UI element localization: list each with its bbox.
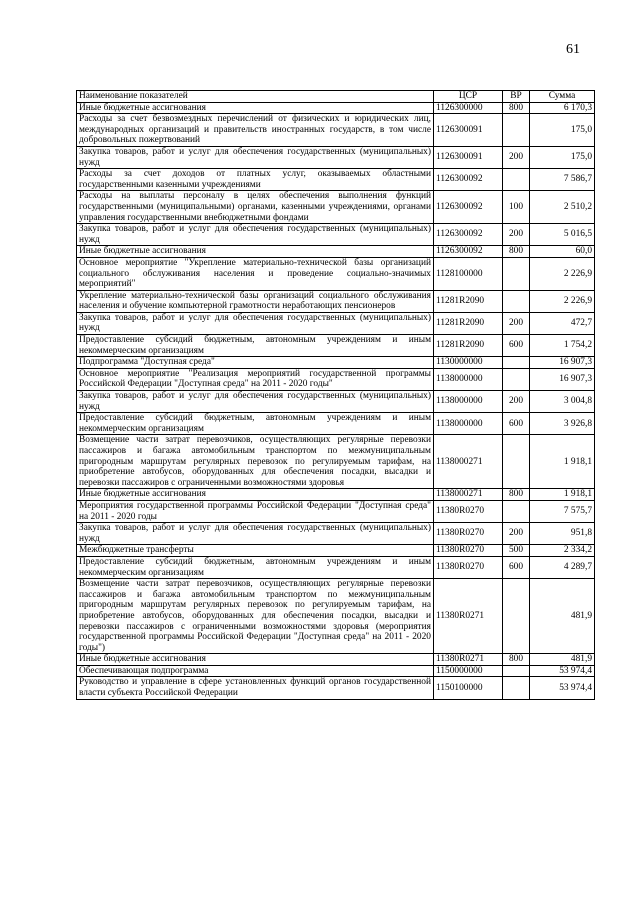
row-sum: 1 754,2 bbox=[530, 335, 595, 357]
table-row bbox=[77, 665, 595, 677]
row-vr bbox=[503, 357, 530, 369]
row-sum: 3 926,8 bbox=[530, 413, 595, 435]
table-body bbox=[77, 102, 595, 699]
table-row bbox=[77, 435, 595, 489]
row-sum: 16 907,3 bbox=[530, 357, 595, 369]
table-row bbox=[77, 290, 595, 312]
row-csr: 1138000271 bbox=[434, 435, 503, 489]
row-csr: 11380R0270 bbox=[434, 523, 503, 545]
row-sum: 481,9 bbox=[530, 654, 595, 666]
row-vr: 100 bbox=[503, 191, 530, 224]
row-name: Закупка товаров, работ и услуг для обеспечения государственных (муниципальных) нужд bbox=[77, 523, 434, 545]
table-row bbox=[77, 523, 595, 545]
row-vr: 600 bbox=[503, 556, 530, 578]
row-csr: 1138000000 bbox=[434, 368, 503, 390]
row-sum: 951,8 bbox=[530, 523, 595, 545]
table-row bbox=[77, 556, 595, 578]
row-sum: 2 510,2 bbox=[530, 191, 595, 224]
row-name: Основное мероприятие "Реализация мероприятий государственной программы Российской Федерации "Доступная среда" на 2011 - 2020 годы" bbox=[77, 368, 434, 390]
table-row bbox=[77, 357, 595, 369]
row-vr bbox=[503, 114, 530, 147]
row-name: Укрепление материально-технической базы организаций социального обслуживания населения и обучение компьютерной грамотности неработающих пенсионеров bbox=[77, 290, 434, 312]
row-name: Иные бюджетные ассигнования bbox=[77, 246, 434, 258]
row-name: Закупка товаров, работ и услуг для обеспечения государственных (муниципальных) нужд bbox=[77, 312, 434, 334]
row-sum: 1 918,1 bbox=[530, 489, 595, 501]
header-sum: Сумма bbox=[530, 91, 595, 103]
row-name: Предоставление субсидий бюджетным, автономным учреждениям и иным некоммерческим организациям bbox=[77, 556, 434, 578]
table-row bbox=[77, 169, 595, 191]
table-row bbox=[77, 114, 595, 147]
row-name: Иные бюджетные ассигнования bbox=[77, 489, 434, 501]
header-csr: ЦСР bbox=[434, 91, 503, 103]
row-name: Иные бюджетные ассигнования bbox=[77, 654, 434, 666]
row-csr: 11380R0270 bbox=[434, 545, 503, 557]
row-csr: 1128100000 bbox=[434, 257, 503, 290]
row-vr bbox=[503, 579, 530, 654]
row-sum: 7 575,7 bbox=[530, 500, 595, 522]
row-vr bbox=[503, 665, 530, 677]
row-vr: 200 bbox=[503, 224, 530, 246]
table-row bbox=[77, 391, 595, 413]
row-sum: 175,0 bbox=[530, 146, 595, 168]
row-vr: 600 bbox=[503, 335, 530, 357]
header-vr: ВР bbox=[503, 91, 530, 103]
row-name: Основное мероприятие "Укрепление материально-технической базы организаций социального обслуживания населения и проведение социально-значимых мероприятий" bbox=[77, 257, 434, 290]
table-row bbox=[77, 102, 595, 114]
row-vr bbox=[503, 500, 530, 522]
row-name: Закупка товаров, работ и услуг для обеспечения государственных (муниципальных) нужд bbox=[77, 224, 434, 246]
row-vr bbox=[503, 169, 530, 191]
row-csr: 11281R2090 bbox=[434, 312, 503, 334]
row-csr: 1126300091 bbox=[434, 114, 503, 147]
row-sum: 472,7 bbox=[530, 312, 595, 334]
table-row bbox=[77, 224, 595, 246]
table-row bbox=[77, 368, 595, 390]
row-sum: 16 907,3 bbox=[530, 368, 595, 390]
row-sum: 4 289,7 bbox=[530, 556, 595, 578]
row-sum: 2 334,2 bbox=[530, 545, 595, 557]
table-row bbox=[77, 246, 595, 258]
row-sum: 481,9 bbox=[530, 579, 595, 654]
row-sum: 6 170,3 bbox=[530, 102, 595, 114]
row-sum: 2 226,9 bbox=[530, 257, 595, 290]
row-csr: 11380R0270 bbox=[434, 500, 503, 522]
row-name: Закупка товаров, работ и услуг для обеспечения государственных (муниципальных) нужд bbox=[77, 146, 434, 168]
row-name: Расходы на выплаты персоналу в целях обеспечения выполнения функций государственными (муниципальными) органами, казенными учреждениями, органами управления государственными внебюджетными фондами bbox=[77, 191, 434, 224]
row-sum: 5 016,5 bbox=[530, 224, 595, 246]
table-row bbox=[77, 413, 595, 435]
row-vr: 200 bbox=[503, 312, 530, 334]
row-vr: 800 bbox=[503, 654, 530, 666]
row-csr: 11380R0270 bbox=[434, 556, 503, 578]
row-csr: 1138000271 bbox=[434, 489, 503, 501]
row-vr bbox=[503, 257, 530, 290]
row-csr: 11281R2090 bbox=[434, 335, 503, 357]
row-vr: 500 bbox=[503, 545, 530, 557]
table-row bbox=[77, 579, 595, 654]
row-vr: 800 bbox=[503, 489, 530, 501]
row-sum: 53 974,4 bbox=[530, 665, 595, 677]
table-row bbox=[77, 335, 595, 357]
row-csr: 11380R0271 bbox=[434, 579, 503, 654]
table-row bbox=[77, 489, 595, 501]
row-vr bbox=[503, 290, 530, 312]
row-csr: 1126300092 bbox=[434, 246, 503, 258]
table-row bbox=[77, 500, 595, 522]
table-row bbox=[77, 312, 595, 334]
row-name: Расходы за счет безвозмездных перечислений от физических и юридических лиц, международных организаций и правительств иностранных государств, в том числе добровольных пожертвований bbox=[77, 114, 434, 147]
row-vr bbox=[503, 368, 530, 390]
row-name: Закупка товаров, работ и услуг для обеспечения государственных (муниципальных) нужд bbox=[77, 391, 434, 413]
row-sum: 60,0 bbox=[530, 246, 595, 258]
row-name: Иные бюджетные ассигнования bbox=[77, 102, 434, 114]
row-sum: 7 586,7 bbox=[530, 169, 595, 191]
row-csr: 1150100000 bbox=[434, 677, 503, 699]
row-csr: 1126300092 bbox=[434, 191, 503, 224]
table-row bbox=[77, 654, 595, 666]
row-vr: 200 bbox=[503, 391, 530, 413]
table-row bbox=[77, 545, 595, 557]
row-sum: 175,0 bbox=[530, 114, 595, 147]
row-vr bbox=[503, 435, 530, 489]
header-name: Наименование показателей bbox=[77, 91, 434, 103]
row-name: Возмещение части затрат перевозчиков, осуществляющих регулярные перевозки пассажиров и багажа автомобильным транспортом по межмуниципальным пригородным маршрутам регулярных перевозок по регулируемым тарифам, на приобретение автобусов, оборудованных для обеспечения посадки, высадки и перевозки пассажиров с ограниченными возможностями здоровья (мероприятия государственной программы Российской Федерации "Доступная среда" на 2011 - 2020 годы") bbox=[77, 579, 434, 654]
row-csr: 1126300092 bbox=[434, 224, 503, 246]
row-vr bbox=[503, 677, 530, 699]
row-csr: 1126300000 bbox=[434, 102, 503, 114]
table-row bbox=[77, 146, 595, 168]
row-name: Предоставление субсидий бюджетным, автономным учреждениям и иным некоммерческим организациям bbox=[77, 413, 434, 435]
row-csr: 1138000000 bbox=[434, 391, 503, 413]
row-csr: 1150000000 bbox=[434, 665, 503, 677]
row-vr: 800 bbox=[503, 102, 530, 114]
row-name: Подпрограмма "Доступная среда" bbox=[77, 357, 434, 369]
row-name: Мероприятия государственной программы Российской Федерации "Доступная среда" на 2011 - 2020 годы bbox=[77, 500, 434, 522]
row-csr: 1130000000 bbox=[434, 357, 503, 369]
row-name: Межбюджетные трансферты bbox=[77, 545, 434, 557]
row-sum: 2 226,9 bbox=[530, 290, 595, 312]
row-vr: 600 bbox=[503, 413, 530, 435]
row-vr: 200 bbox=[503, 523, 530, 545]
row-name: Руководство и управление в сфере установленных функций органов государственной власти субъекта Российской Федерации bbox=[77, 677, 434, 699]
row-sum: 3 004,8 bbox=[530, 391, 595, 413]
page-number: 61 bbox=[566, 42, 580, 57]
row-csr: 1138000000 bbox=[434, 413, 503, 435]
row-sum: 53 974,4 bbox=[530, 677, 595, 699]
row-vr: 200 bbox=[503, 146, 530, 168]
table-row bbox=[77, 191, 595, 224]
row-csr: 1126300092 bbox=[434, 169, 503, 191]
row-vr: 800 bbox=[503, 246, 530, 258]
table-row bbox=[77, 257, 595, 290]
row-name: Возмещение части затрат перевозчиков, осуществляющих регулярные перевозки пассажиров и багажа автомобильным транспортом по межмуниципальным пригородным маршрутам регулярных перевозок по регулируемым тарифам, на приобретение автобусов, оборудованных для обеспечения посадки, высадки и перевозки пассажиров с ограниченными возможностями здоровья bbox=[77, 435, 434, 489]
table-row bbox=[77, 677, 595, 699]
budget-table bbox=[76, 90, 595, 700]
row-csr: 11281R2090 bbox=[434, 290, 503, 312]
row-name: Предоставление субсидий бюджетным, автономным учреждениям и иным некоммерческим организациям bbox=[77, 335, 434, 357]
table-header-row bbox=[77, 91, 595, 103]
row-csr: 11380R0271 bbox=[434, 654, 503, 666]
row-name: Расходы за счет доходов от платных услуг, оказываемых областными государственными казенными учреждениями bbox=[77, 169, 434, 191]
row-sum: 1 918,1 bbox=[530, 435, 595, 489]
row-name: Обеспечивающая подпрограмма bbox=[77, 665, 434, 677]
row-csr: 1126300091 bbox=[434, 146, 503, 168]
